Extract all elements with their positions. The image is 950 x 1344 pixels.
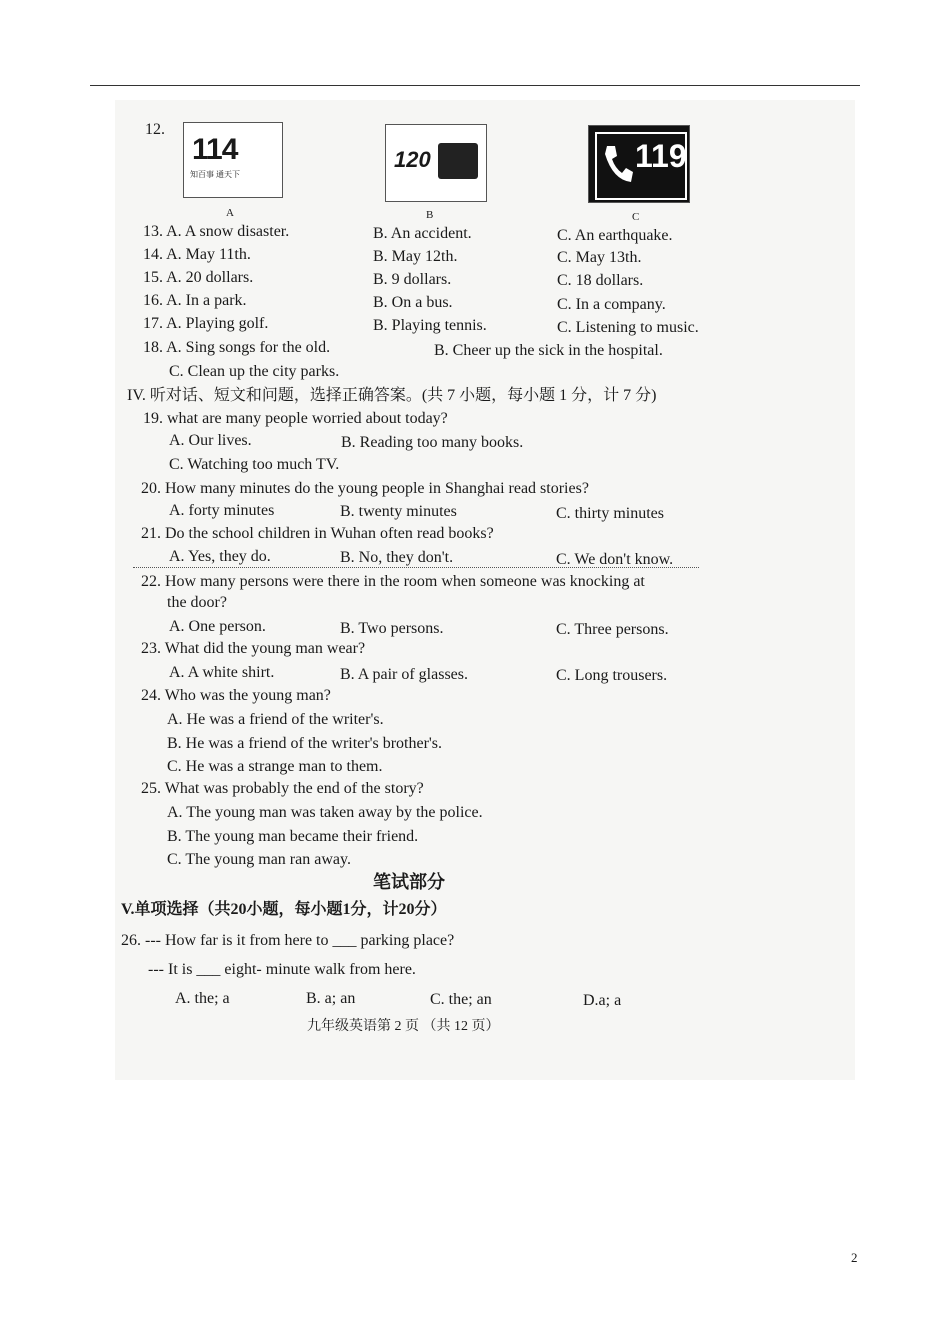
q24-c: C. He was a strange man to them. — [167, 758, 383, 775]
q23-a: A. A white shirt. — [169, 664, 275, 681]
q20-a: A. forty minutes — [169, 502, 275, 519]
q24-b: B. He was a friend of the writer's brother's. — [167, 735, 443, 752]
page-number: 2 — [851, 1250, 858, 1265]
q26-a: A. the; a — [175, 990, 230, 1007]
q21-a: A. Yes, they do. — [169, 548, 271, 565]
q20-question: 20. How many minutes do the young people in Shanghai read stories? — [141, 480, 589, 497]
q18-a: 18. A. Sing songs for the old. — [143, 339, 331, 356]
q25-c: C. The young man ran away. — [167, 851, 351, 868]
phone-icon — [603, 144, 633, 184]
q19-b: B. Reading too many books. — [341, 434, 524, 451]
q13-b: B. An accident. — [373, 225, 472, 242]
q22-question-cont: the door? — [167, 594, 227, 611]
q19-c: C. Watching too much TV. — [169, 456, 340, 473]
q22-question: 22. How many persons were there in the room when someone was knocking at — [141, 573, 645, 590]
q14-a: 14. A. May 11th. — [143, 246, 251, 263]
q16-a: 16. A. In a park. — [143, 292, 247, 309]
q22-b: B. Two persons. — [340, 620, 444, 637]
q22-a: A. One person. — [169, 618, 266, 635]
q12-number: 12. — [145, 121, 165, 138]
section-5-heading: V.单项选择（共20小题，每小题1分，计20分） — [121, 901, 447, 918]
q25-b: B. The young man became their friend. — [167, 828, 419, 845]
q23-b: B. A pair of glasses. — [340, 666, 468, 683]
q15-c: C. 18 dollars. — [557, 272, 644, 289]
q26-question: 26. --- How far is it from here to ___ parking place? — [121, 932, 455, 949]
q13-a: 13. A. A snow disaster. — [143, 223, 290, 240]
q16-c: C. In a company. — [557, 296, 666, 313]
logo-c-label: C — [632, 211, 640, 223]
written-part-title: 笔试部分 — [373, 872, 445, 892]
q25-a: A. The young man was taken away by the police. — [167, 804, 483, 821]
q24-question: 24. Who was the young man? — [141, 687, 331, 704]
logo-b-label: B — [426, 209, 434, 221]
q21-b: B. No, they don't. — [340, 549, 454, 566]
q14-c: C. May 13th. — [557, 249, 642, 266]
q20-c: C. thirty minutes — [556, 505, 664, 522]
q15-b: B. 9 dollars. — [373, 271, 452, 288]
q21-question: 21. Do the school children in Wuhan often read books? — [141, 525, 494, 542]
q17-b: B. Playing tennis. — [373, 317, 487, 334]
q26-reply: --- It is ___ eight- minute walk from here. — [148, 961, 416, 978]
q26-d: D.a; a — [583, 992, 622, 1009]
q16-b: B. On a bus. — [373, 294, 453, 311]
section-4-heading: IV. 听对话、短文和问题，选择正确答案。(共 7 小题，每小题 1 分，计 7 分) — [127, 387, 657, 404]
q26-c: C. the; an — [430, 991, 492, 1008]
logo-119-icon: 119 — [588, 125, 690, 203]
q19-a: A. Our lives. — [169, 432, 252, 449]
q21-c: C. We don't know. — [556, 551, 674, 568]
q18-b: B. Cheer up the sick in the hospital. — [434, 342, 663, 359]
logo-120-icon: 120 — [385, 124, 487, 202]
dotted-divider — [133, 567, 699, 568]
q23-c: C. Long trousers. — [556, 667, 668, 684]
q18-c: C. Clean up the city parks. — [169, 363, 340, 380]
q26-b: B. a; an — [306, 990, 356, 1007]
page-footer: 九年级英语第 2 页 （共 12 页） — [307, 1019, 500, 1034]
q25-question: 25. What was probably the end of the story? — [141, 780, 424, 797]
q13-c: C. An earthquake. — [557, 227, 673, 244]
logo-a-label: A — [226, 207, 234, 219]
q19-question: 19. what are many people worried about today? — [143, 410, 448, 427]
q23-question: 23. What did the young man wear? — [141, 640, 366, 657]
q24-a: A. He was a friend of the writer's. — [167, 711, 384, 728]
q17-c: C. Listening to music. — [557, 319, 699, 336]
q22-c: C. Three persons. — [556, 621, 669, 638]
q14-b: B. May 12th. — [373, 248, 458, 265]
q15-a: 15. A. 20 dollars. — [143, 269, 254, 286]
q20-b: B. twenty minutes — [340, 503, 457, 520]
top-rule — [90, 85, 860, 86]
q17-a: 17. A. Playing golf. — [143, 315, 269, 332]
logo-114-icon: 114 知百事 通天下 — [183, 122, 283, 198]
